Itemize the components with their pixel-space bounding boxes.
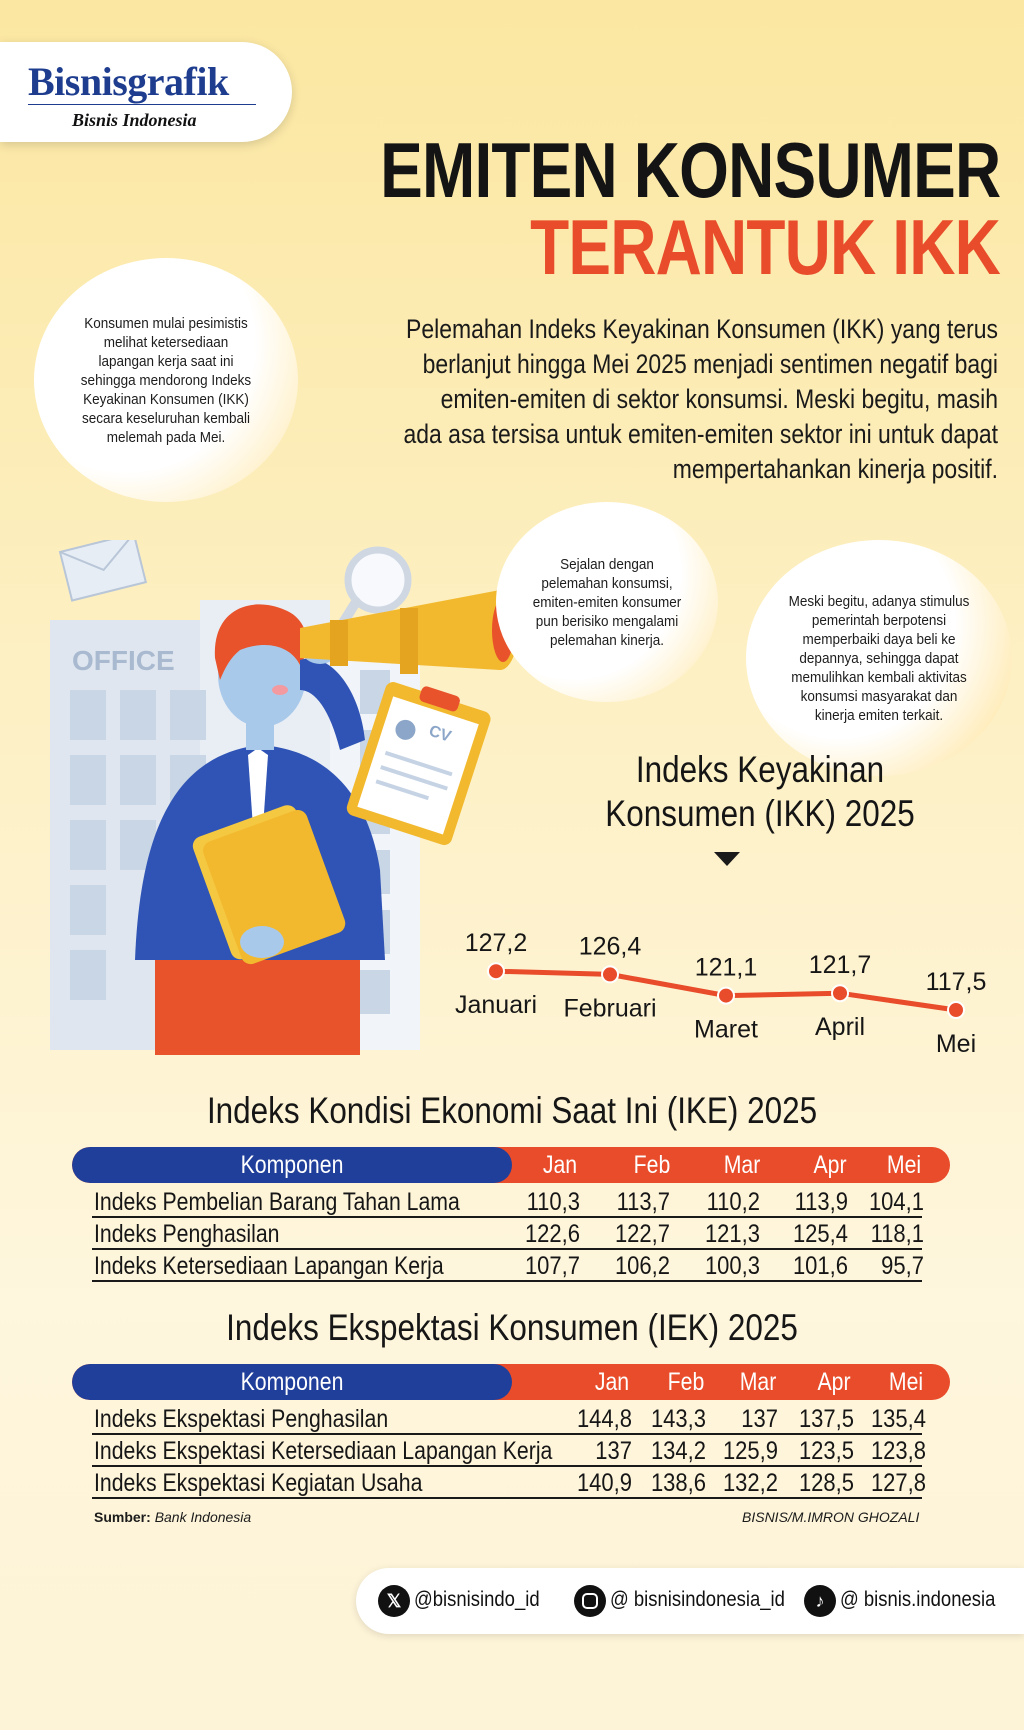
iek-header-feb: Feb [667,1368,705,1396]
ikk-value-label-0: 127,2 [464,929,528,958]
iek-header-komponen: Komponen [240,1368,344,1396]
iek-cell: 123,5 [798,1437,854,1465]
ike-cell: 121,3 [704,1220,760,1248]
iek-table-row [92,1403,926,1435]
ike-row-label: Indeks Pembelian Barang Tahan Lama [94,1188,460,1216]
iek-header-apr: Apr [817,1368,851,1396]
ike-table-row [92,1186,922,1218]
ike-cell: 122,6 [524,1220,580,1248]
ike-cell: 101,6 [792,1252,848,1280]
iek-cell: 137 [741,1405,778,1433]
ikk-point-1 [602,966,618,982]
iek-header-mar: Mar [739,1368,777,1396]
credit-note: BISNIS/M.IMRON GHOZALI [742,1509,920,1525]
iek-table-header [72,1364,950,1400]
ikk-line-chart [440,900,1000,1060]
ike-cell: 104,1 [868,1188,924,1216]
ike-table-row [92,1218,922,1250]
iek-cell: 127,8 [870,1469,926,1497]
tiktok-icon[interactable]: ♪ [804,1585,836,1617]
ike-cell: 107,7 [524,1252,580,1280]
iek-cell: 143,3 [650,1405,706,1433]
ike-header-mar: Mar [723,1151,761,1179]
iek-cell: 137 [595,1437,632,1465]
page-title-line-1: EMITEN KONSUMER [379,126,1000,214]
iek-cell: 134,2 [650,1437,706,1465]
ikk-value-label-4: 117,5 [925,968,987,996]
iek-cell: 125,9 [722,1437,778,1465]
cv-label: CV [426,722,454,746]
brand-sub-logo: Bisnis Indonesia [72,110,197,130]
ike-header-jan: Jan [542,1151,578,1179]
info-bubble-right [746,540,1012,776]
chart-title: Indeks Keyakinan Konsumen (IKK) 2025 [605,749,915,834]
ikk-value-label-3: 121,7 [808,951,872,980]
ike-cell: 100,3 [704,1252,760,1280]
ikk-value-label-1: 126,4 [578,932,642,961]
ike-cell: 95,7 [881,1252,924,1280]
ike-row-label: Indeks Ketersediaan Lapangan Kerja [94,1252,444,1280]
envelope-icon [60,540,146,601]
intro-paragraph: Pelemahan Indeks Keyakinan Konsumen (IKK) yang terus berlanjut hingga Mei 2025 menjadi sentimen negatif bagi emiten-emiten di sektor konsumsi. Meski begitu, masih ada asa tersisa untuk emiten-emiten sektor ini untuk dapat mempertahankan kinerja positif. [403,314,999,484]
page-title-line-2: TERANTUK IKK [530,203,1000,291]
logo-divider [28,104,256,105]
iek-table-row [92,1435,926,1467]
social-handle-x[interactable]: @bisnisindo_id [414,1588,540,1611]
x-icon[interactable]: 𝕏 [378,1585,410,1617]
instagram-icon[interactable] [574,1585,606,1617]
iek-cell: 138,6 [650,1469,706,1497]
iek-row-label: Indeks Ekspektasi Penghasilan [94,1405,389,1433]
ike-row-label: Indeks Penghasilan [94,1220,280,1248]
iek-cell: 135,4 [870,1405,926,1433]
iek-cell: 137,5 [798,1405,854,1433]
source-value: Bank Indonesia [154,1509,252,1525]
ike-header-apr: Apr [813,1151,847,1179]
ike-cell: 110,3 [526,1188,580,1216]
ike-cell: 118,1 [870,1220,924,1248]
iek-cell: 123,8 [870,1437,926,1465]
ike-header-komponen: Komponen [240,1151,344,1179]
down-arrow-icon [714,852,740,866]
social-handle-instagram[interactable]: @ bisnisindonesia_id [610,1588,785,1611]
iek-cell: 144,8 [576,1405,632,1433]
telescope-icon [300,590,518,674]
ikk-point-4 [948,1002,964,1018]
source-label: Sumber: [94,1509,151,1525]
ike-table-title: Indeks Kondisi Ekonomi Saat Ini (IKE) 2025 [206,1090,818,1131]
source-note [94,1509,251,1525]
ike-header-mei: Mei [886,1151,922,1179]
ikk-category-label-4: Mei [935,1030,977,1058]
info-bubble-middle [496,502,718,702]
ike-cell: 113,9 [794,1188,848,1216]
info-bubble-left [34,258,298,502]
ike-header-feb: Feb [633,1151,671,1179]
ike-cell: 125,4 [792,1220,848,1248]
info-bubble-right-text: Meski begitu, adanya stimulus pemerintah berpotensi memperbaiki daya beli ke depannya, sehingga dapat memulihkan kembali aktivitas konsumsi masyarakat dan kinerja emiten terkait. [788,592,970,724]
info-bubble-left-text: Konsumen mulai pesimistis melihat ketersediaan lapangan kerja saat ini sehingga mendorong Indeks Keyakinan Konsumen (IKK) secara keseluruhan kembali melemah pada Mei. [80,314,252,446]
ike-table-row [92,1250,922,1282]
ike-cell: 113,7 [616,1188,670,1216]
iek-header-jan: Jan [594,1368,630,1396]
office-sign: OFFICE [72,645,175,676]
ikk-category-label-1: Februari [563,994,657,1023]
iek-cell: 128,5 [798,1469,854,1497]
iek-table-row [92,1467,926,1499]
ike-table-header [72,1147,950,1183]
ike-cell: 110,2 [706,1188,760,1216]
ikk-category-label-0: Januari [455,991,537,1020]
iek-header-mei: Mei [888,1368,924,1396]
iek-row-label: Indeks Ekspektasi Kegiatan Usaha [94,1469,423,1497]
iek-table-title: Indeks Ekspektasi Konsumen (IEK) 2025 [226,1307,798,1348]
social-handle-tiktok[interactable]: @ bisnis.indonesia [840,1588,996,1611]
ikk-point-3 [832,985,848,1001]
info-bubble-middle-text: Sejalan dengan pelemahan konsumsi, emiten-emiten konsumer pun berisiko mengalami pelemahan kinerja. [532,555,682,649]
iek-cell: 132,2 [722,1469,778,1497]
ikk-point-0 [488,963,504,979]
ikk-point-2 [718,988,734,1004]
iek-cell: 140,9 [576,1469,632,1497]
ikk-value-label-2: 121,1 [694,953,758,982]
ike-cell: 122,7 [614,1220,670,1248]
iek-row-label: Indeks Ekspektasi Ketersediaan Lapangan Kerja [94,1437,553,1465]
ikk-category-label-2: Maret [694,1015,758,1044]
ike-cell: 106,2 [614,1252,670,1280]
brand-logo: Bisnisgrafik [28,59,229,104]
ikk-category-label-3: April [814,1013,866,1042]
